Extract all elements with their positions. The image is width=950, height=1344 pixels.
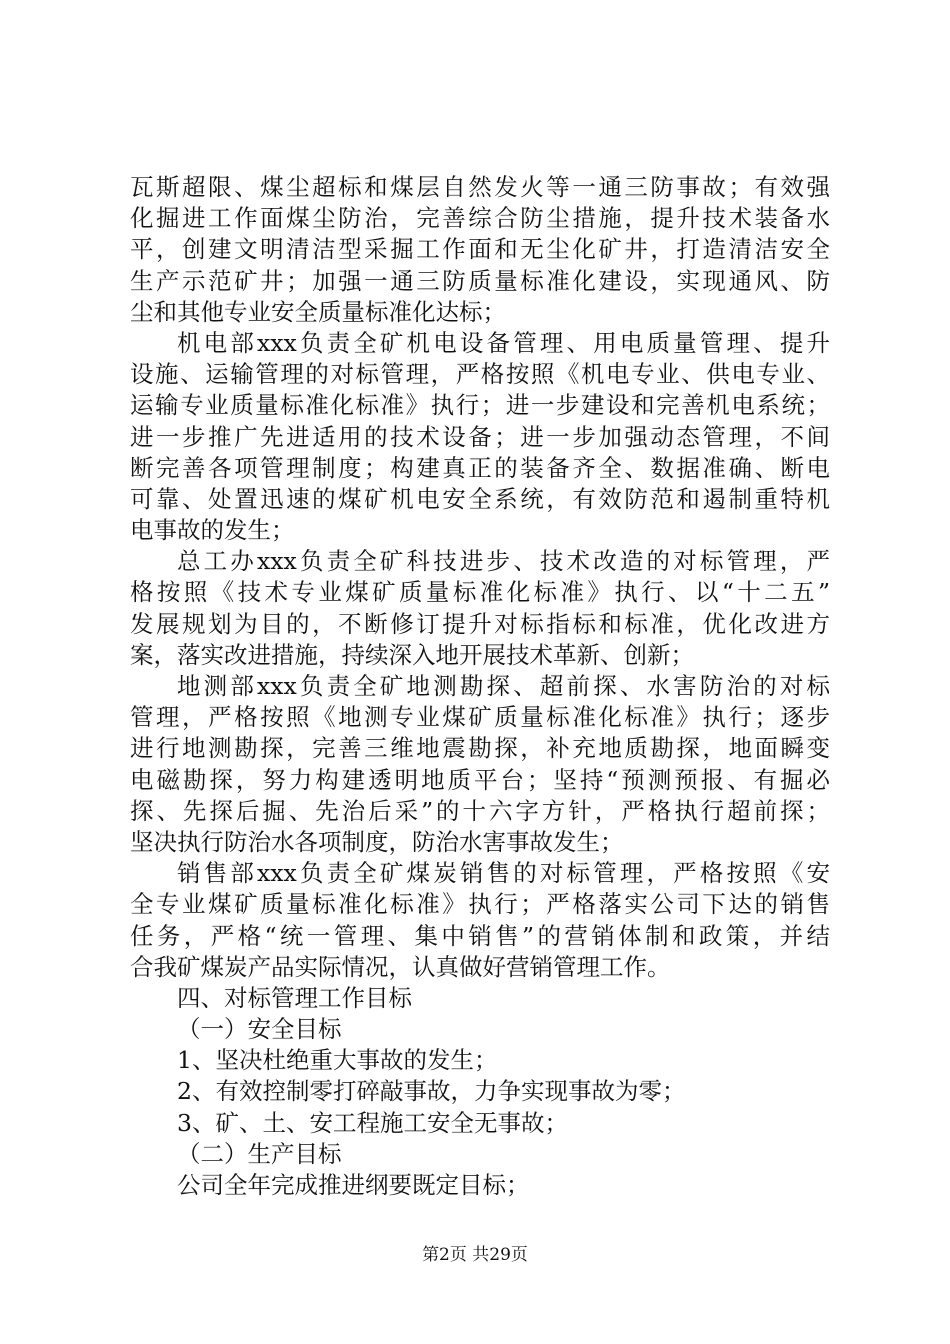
text-line: 任务，严格“统一管理、集中销售”的营销体制和政策，并结 <box>130 921 830 950</box>
text-line: 机电部xxx负责全矿机电设备管理、用电质量管理、提升 <box>177 328 830 357</box>
text-line: 化掘进工作面煤尘防治，完善综合防尘措施，提升技术装备水 <box>130 204 830 233</box>
text-line: 全专业煤矿质量标准化标准》执行；严格落实公司下达的销售 <box>130 890 830 919</box>
text-line: 运输专业质量标准化标准》执行；进一步建设和完善机电系统； <box>130 391 830 420</box>
text-line: 发展规划为目的，不断修订提升对标指标和标准，优化改进方 <box>130 609 830 638</box>
document-body <box>130 172 830 1201</box>
text-line: 总工办xxx负责全矿科技进步、技术改造的对标管理，严 <box>177 547 830 576</box>
text-line: 公司全年完成推进纲要既定目标； <box>177 1171 530 1199</box>
text-line: 平，创建文明清洁型采掘工作面和无尘化矿井，打造清洁安全 <box>130 235 830 264</box>
text-line: 可靠、处置迅速的煤矿机电安全系统，有效防范和遏制重特机 <box>130 484 830 513</box>
text-line: 销售部xxx负责全矿煤炭销售的对标管理，严格按照《安 <box>177 859 830 888</box>
text-line: 3、矿、土、安工程施工安全无事故； <box>177 1108 568 1137</box>
text-line: 案，落实改进措施，持续深入地开展技术革新、创新； <box>130 640 694 669</box>
text-line: 坚决执行防治水各项制度，防治水害事故发生； <box>130 827 624 856</box>
text-line: 断完善各项管理制度；构建真正的装备齐全、数据准确、断电 <box>130 453 830 482</box>
text-line: 设施、运输管理的对标管理，严格按照《机电专业、供电专业、 <box>130 360 830 389</box>
text-line: 电磁勘探，努力构建透明地质平台；坚持“预测预报、有掘必 <box>130 765 830 794</box>
text-line: 进一步推广先进适用的技术设备；进一步加强动态管理，不间 <box>130 422 830 451</box>
text-line: 四、对标管理工作目标 <box>177 983 412 1012</box>
text-line: 合我矿煤炭产品实际情况，认真做好营销管理工作。 <box>130 952 671 981</box>
text-line: 2、有效控制零打碎敲事故，力争实现事故为零； <box>177 1077 686 1106</box>
text-line: 尘和其他专业安全质量标准化达标； <box>130 297 506 326</box>
text-line: 生产示范矿井；加强一通三防质量标准化建设，实现通风、防 <box>130 266 830 295</box>
text-line: 地测部xxx负责全矿地测勘探、超前探、水害防治的对标 <box>177 672 830 700</box>
text-line: 管理，严格按照《地测专业煤矿质量标准化标准》执行；逐步 <box>130 703 830 732</box>
text-line: 瓦斯超限、煤尘超标和煤层自然发火等一通三防事故；有效强 <box>130 173 830 201</box>
page-footer <box>0 1244 950 1266</box>
text-line: （一）安全目标 <box>177 1015 342 1044</box>
text-line: 格按照《技术专业煤矿质量标准化标准》执行、以“十二五” <box>130 578 830 607</box>
page-number: 第2页 共29页 <box>422 1245 528 1265</box>
text-line: 1、坚决杜绝重大事故的发生； <box>177 1046 498 1075</box>
text-line: 进行地测勘探，完善三维地震勘探，补充地质勘探，地面瞬变 <box>130 734 830 763</box>
text-line: 电事故的发生； <box>130 516 295 545</box>
text-line: （二）生产目标 <box>177 1139 342 1168</box>
text-line: 探、先探后掘、先治后采”的十六字方针，严格执行超前探； <box>130 796 830 825</box>
